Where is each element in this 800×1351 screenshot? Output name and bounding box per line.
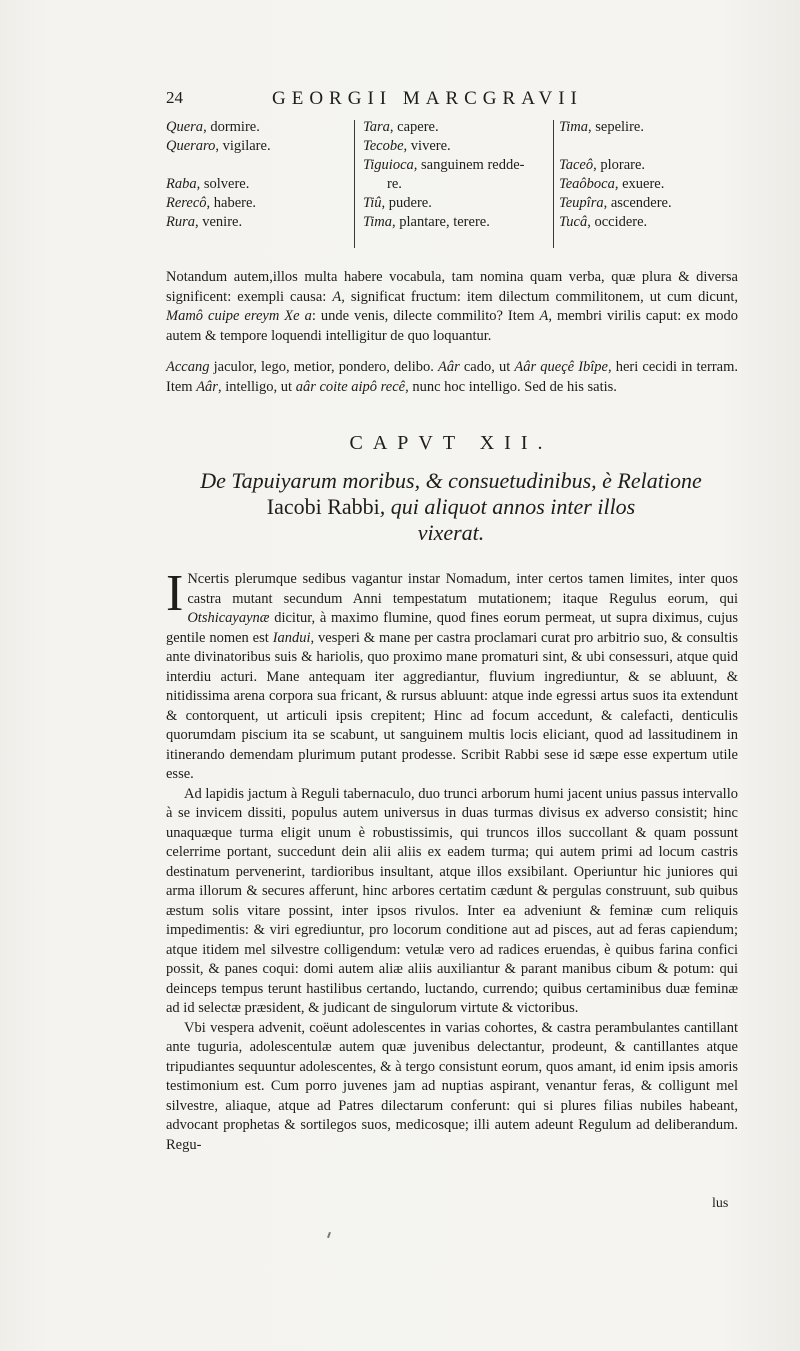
- vocab-entry: [559, 175, 749, 194]
- vocab-term: Tucâ: [559, 214, 588, 230]
- vocab-term: Rura: [166, 214, 195, 230]
- vocab-entry: [363, 194, 551, 213]
- note-text: membri virilis caput: ex modo autem & tempore loquendi intelligitur de quo loquantur.: [166, 308, 738, 344]
- note-phrase: Mamô cuipe ereym Xe a: [166, 308, 312, 324]
- body-term: Otshicayaynæ: [187, 610, 270, 626]
- vocab-entry: [363, 213, 551, 232]
- vocab-entry: [559, 194, 749, 213]
- vocab-term: Teaôboca: [559, 176, 615, 192]
- subtitle-text: , qui aliquot annos inter illos: [379, 494, 636, 519]
- vocab-term: Quera: [166, 119, 204, 135]
- vocab-meaning: , vigilare.: [215, 138, 271, 154]
- body-text: dicitur, à maximo flumine, quod fines eorum permeat, ut supra diximus, cujus gentile nomen est: [166, 610, 738, 646]
- vocab-meaning: , venire.: [195, 214, 243, 230]
- vocab-term: Tecobe: [363, 138, 404, 154]
- vocab-meaning: , capere.: [389, 119, 439, 135]
- vocab-meaning: re.: [387, 176, 402, 192]
- page-number: 24: [166, 88, 183, 107]
- vocab-meaning: , ascendere.: [603, 195, 672, 211]
- vocab-term: Tara: [363, 119, 390, 135]
- vocab-term: Rerecô: [166, 195, 207, 211]
- vocab-term: Tiguioca: [363, 157, 414, 173]
- vocab-meaning: , pudere.: [381, 195, 432, 211]
- chapter-body: [166, 565, 739, 1155]
- vocab-entry: [166, 194, 346, 213]
- vocab-entry: [166, 213, 346, 232]
- catchword: lus: [712, 1196, 729, 1211]
- vocab-term: Tiû: [363, 195, 382, 211]
- words-text: jaculor, lego, metior, pondero, delibo.: [209, 359, 438, 375]
- page-header: [166, 88, 646, 114]
- note-text: significat fructum: item dilectum commilitonem, ut cum dicunt,: [344, 288, 739, 305]
- vocab-term: Taceô: [559, 157, 594, 173]
- note-text: : unde venis, dilecte commilito? Item: [311, 308, 540, 324]
- vocab-meaning: , sepelire.: [588, 119, 644, 135]
- vocab-meaning: , vivere.: [403, 138, 451, 154]
- drop-cap: I: [166, 565, 184, 622]
- vocab-entry: [166, 175, 346, 194]
- subtitle-line: [166, 494, 736, 520]
- vocab-entry: [363, 137, 551, 156]
- paper-speck: [327, 1232, 331, 1238]
- vocab-term: Tima: [363, 214, 393, 230]
- words-text: , heri cecidi in terram. Item: [166, 359, 738, 395]
- body-text: Ncertis plerumque sedibus vagantur instar Nomadum, inter certos tamen limites, inter quos castra mutant secundum Anni tempestatum mutationem; itaque Regulus eorum, qui: [187, 571, 738, 607]
- vocabulary-column-3: [559, 118, 749, 232]
- note-term: A,: [539, 308, 552, 324]
- note-term: A,: [332, 288, 345, 305]
- word-phrase: Aâr queçê Ibîpe: [514, 359, 608, 375]
- vocab-entry: [166, 137, 346, 156]
- vocab-entry: [559, 156, 749, 175]
- vocab-meaning: , plorare.: [593, 157, 646, 173]
- words-text: , nunc hoc intelligo. Sed de his satis.: [405, 378, 617, 395]
- vocab-meaning: , dormire.: [203, 119, 260, 135]
- vocab-meaning: , sanguinem redde-: [413, 157, 525, 173]
- vocab-entry: [363, 156, 551, 175]
- words-text: cado, ut: [459, 359, 515, 375]
- body-text: , vesperi & mane per castra proclamari curat pro arbitrio suo, & consultis ante divinatoribus suis & hariolis, quo proximo mane promaturi sint, & ubi consessuri, atque quid interdiu acturi. Mane antequam iter aggrediantur, fluvium ingrediuntur, & se abluunt, & nitidissima arena corpora sua fricant, & rursus abluunt: atque inde egressi artus suos ita extendunt & contorquent, ut articuli ipsis crepitent; Hinc ad focum accedunt, & calefacti, denticulis quorumdam piscium ita se scabunt, ut sanguinem multis locis eliciant, quod ad lassitudinem in itinerando demendam plurimum putant prodesse. Scribit Rabbi sese id sæpe esse expertum utile esse.: [166, 629, 739, 782]
- vocab-meaning: , occidere.: [587, 214, 648, 230]
- vocabulary-table: [166, 118, 746, 250]
- note-paragraph: [166, 268, 738, 346]
- vocab-term: Queraro: [166, 138, 216, 154]
- subtitle-line: De Tapuiyarum moribus, & consuetudinibus, è Relatione: [200, 468, 702, 493]
- word-term: Aâr: [438, 359, 460, 375]
- vocab-meaning: , exuere.: [614, 176, 665, 192]
- word-term: Accang: [166, 359, 210, 375]
- subtitle-line: vixerat.: [417, 520, 485, 545]
- vocab-entry: [363, 175, 551, 194]
- vocab-entry: [559, 118, 749, 137]
- vocab-meaning: , habere.: [206, 195, 257, 211]
- running-head: GEORGII MARCGRAVII: [272, 88, 583, 109]
- word-phrase: aâr coite aipô recê: [295, 378, 406, 395]
- vocab-term: Teupîra: [559, 195, 604, 211]
- vocab-term: Tima: [559, 119, 589, 135]
- vocab-entry: [559, 213, 749, 232]
- body-term: Iandui: [272, 629, 311, 646]
- vocab-entry: [363, 118, 551, 137]
- words-paragraph: [166, 358, 738, 397]
- vocab-term: Raba: [166, 176, 197, 192]
- body-paragraph: Vbi vespera advenit, coëunt adolescentes in varias cohortes, & castra perambulantes cantillant ante tuguria, adolescentulæ autem quæ juvenibus delectantur, prodeunt, & cantillantes atque tripudiantes sequuntur adolescentes, & à tergo consistunt eorum, quos amant, id enim ipsis amoris testimonium est. Cum porro juvenes jam ad nuptias aspirant, venantur feras, & colligunt mel silvestre, aliaque, atque ad Patres dilectarum conferunt: qui si plures filias nubiles habeant, advocant prophetas & sortilegos suos, medicosque; illi autem adeunt Regulum ad deliberandum. Regu-: [166, 1019, 738, 1153]
- vocabulary-column-1: [166, 118, 346, 232]
- vocabulary-column-2: [363, 118, 551, 232]
- chapter-subtitle: [166, 468, 736, 546]
- word-term: Aâr: [196, 378, 218, 395]
- chapter-title: CAPVT XII.: [349, 432, 553, 454]
- note-text: Notandum autem,illos multa habere vocabula, tam nomina quam verba, quæ plura & diversa significent: exempli causa:: [166, 269, 738, 305]
- vocab-entry: [166, 118, 346, 137]
- subtitle-name: Iacobi Rabbi: [266, 494, 380, 519]
- vocab-meaning: , solvere.: [196, 176, 250, 192]
- vocab-meaning: , plantare, terere.: [392, 214, 490, 230]
- column-rule: [354, 120, 355, 248]
- body-paragraph: [166, 565, 739, 785]
- words-text: , intelligo, ut: [217, 378, 296, 395]
- body-paragraph: Ad lapidis jactum à Reguli tabernaculo, duo trunci arborum humi jacent unius passus intervallo à se invicem dissiti, populus autem universus in duas turmas divisus ex adverso consistit; hinc unaquæque turma eligit unum è robustissimis, qui truncos illos succollant & quam possunt celerrime portant, succedunt dein alii aliis ex eadem turma; qui autem primi ad locum castris destinatum pervenerint, tardioribus insultant, atque illos exsibilant. Operiuntur hic juniores qui arma illorum & secures afferunt, hinc arbores certatim cædunt & pergulas construunt, sub quibus æstum solis vitare possint, inter ipsos rivulos. Inter ea adveniunt & feminæ cum reliquis impedimentis: & viri egrediuntur, pro locorum conditione aut ad pisces, aut ad feras capiendum; atque itidem mel silvestre colligendum: vetulæ vero ad radices eruendas, è quibus farina confici possit, & panes coqui: domi autem aliæ aliis auxiliantur & parant manibus cibum & potum: qui deinceps tempus terunt hastilibus certando, luctando, currendo; quibus certaminibus duæ feminæ ad id selectæ præsident, & judicant de singulorum virtute & victoribus.: [166, 785, 738, 1016]
- column-rule: [553, 120, 554, 248]
